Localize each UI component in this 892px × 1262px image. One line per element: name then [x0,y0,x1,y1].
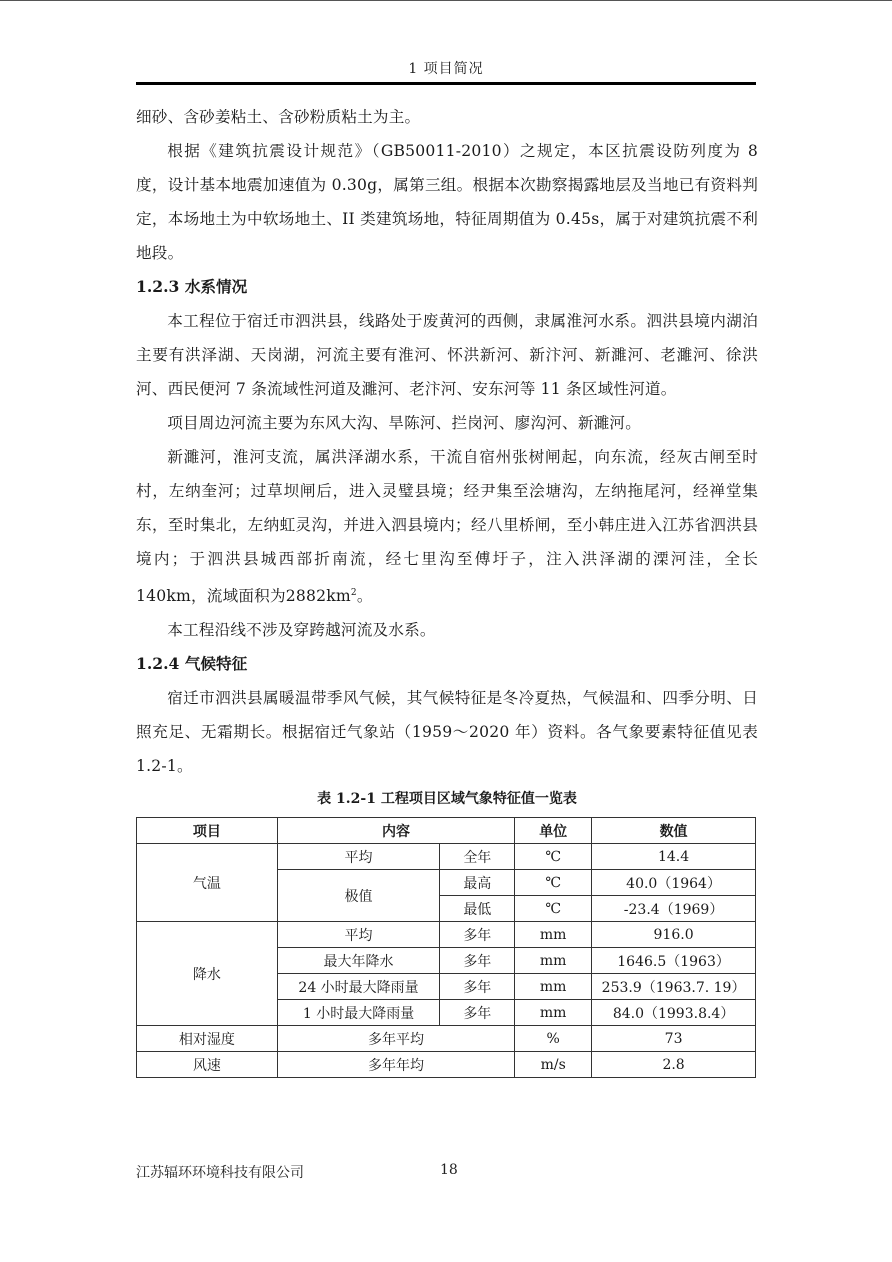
cell: 40.0（1964） [592,870,756,896]
cell: ℃ [515,896,592,922]
table-row [137,1026,756,1052]
cell: % [515,1026,592,1052]
cell: 平均 [277,922,440,948]
row-label-wind: 风速 [137,1052,278,1078]
cell: 916.0 [592,922,756,948]
cell: 全年 [440,844,515,870]
cell: mm [515,948,592,974]
row-label-precip: 降水 [137,922,278,1026]
col-header: 内容 [277,818,515,844]
cell: m/s [515,1052,592,1078]
section-heading-water: 1.2.3 水系情况 [136,277,248,296]
paragraph: 宿迁市泗洪县属暖温带季风气候，其气候特征是冬冷夏热，气候温和、四季分明、日照充足、无霜期长。根据宿迁气象站（1959～2020 年）资料。各气象要素特征值见表 1.2-1。 [136,689,758,776]
page-number: 18 [440,1162,458,1178]
cell: 最大年降水 [277,948,440,974]
col-header: 项目 [137,818,278,844]
cell: 极值 [277,870,440,922]
cell: 2.8 [592,1052,756,1078]
row-label-temp: 气温 [137,844,278,922]
header-rule [136,82,756,85]
cell: 多年平均 [277,1026,515,1052]
table-caption: 表 1.2-1 工程项目区域气象特征值一览表 [317,791,577,808]
paragraph: 项目周边河流主要为东风大沟、旱陈河、拦岗河、廖沟河、新濉河。 [167,414,642,432]
cell: 14.4 [592,844,756,870]
col-header: 单位 [515,818,592,844]
climate-table [136,817,756,1078]
table-row [137,1052,756,1078]
cell: 最低 [440,896,515,922]
cell: 多年 [440,948,515,974]
paragraph: 本工程沿线不涉及穿跨越河流及水系。 [167,621,436,640]
cell: 多年 [440,974,515,1000]
cell: 1 小时最大降雨量 [277,1000,440,1026]
cell: ℃ [515,844,592,870]
document-body [136,100,758,1078]
top-border-line [0,0,892,1]
paragraph: 本工程位于宿迁市泗洪县，线路处于废黄河的西侧，隶属淮河水系。泗洪县境内湖泊主要有洪泽湖、天岗湖，河流主要有淮河、怀洪新河、新汴河、新濉河、老濉河、徐洪河、西民便河 7 条流域性河道及濉河、老汴河、安东河等 11 条区域性河道。 [136,312,758,398]
table-header-row [137,818,756,844]
paragraph-text: 新濉河，淮河支流，属洪泽湖水系，干流自宿州张树闸起，向东流，经灰古闸至时村，左纳奎河；过草坝闸后，进入灵璧县境；经尹集至浍塘沟，左纳拖尾河，经禅堂集东，至时集北，左纳虹灵沟，并进入泗县境内；经八里桥闸，至小韩庄进入江苏省泗洪县境内；于泗洪县城西部折南流，经七里沟至傅圩子，注入洪泽湖的溧河洼，全长 140km，流域面积为2882km [136,448,758,606]
footer-company: 江苏辐环环境科技有限公司 [136,1165,304,1181]
table-row [137,844,756,870]
cell: 多年 [440,1000,515,1026]
paragraph-text-end: 。 [356,587,373,606]
cell: mm [515,1000,592,1026]
superscript: 2 [350,588,357,598]
paragraph: 根据《建筑抗震设计规范》（GB50011-2010）之规定，本区抗震设防列度为 8 度，设计基本地震加速值为 0.30g，属第三组。根据本次勘察揭露地层及当地已有资料判定，本场地土为中软场地土、II 类建筑场地，特征周期值为 0.45s，属于对建筑抗震不利地段。 [136,142,758,262]
paragraph: 细砂、含砂姜粘土、含砂粉质粘土为主。 [136,108,421,126]
cell: mm [515,974,592,1000]
cell: -23.4（1969） [592,896,756,922]
cell: 1646.5（1963） [592,948,756,974]
row-label-humidity: 相对湿度 [137,1026,278,1052]
table-row [137,922,756,948]
cell: 多年 [440,922,515,948]
cell: 84.0（1993.8.4） [592,1000,756,1026]
cell: 24 小时最大降雨量 [277,974,440,1000]
cell: mm [515,922,592,948]
cell: 73 [592,1026,756,1052]
cell: 多年年均 [277,1052,515,1078]
cell: 平均 [277,844,440,870]
col-header: 数值 [592,818,756,844]
section-heading-climate: 1.2.4 气候特征 [136,654,248,674]
cell: 253.9（1963.7. 19） [592,974,756,1000]
cell: 最高 [440,870,515,896]
page-header: 1 项目简况 [408,61,484,77]
paragraph [136,440,758,613]
cell: ℃ [515,870,592,896]
